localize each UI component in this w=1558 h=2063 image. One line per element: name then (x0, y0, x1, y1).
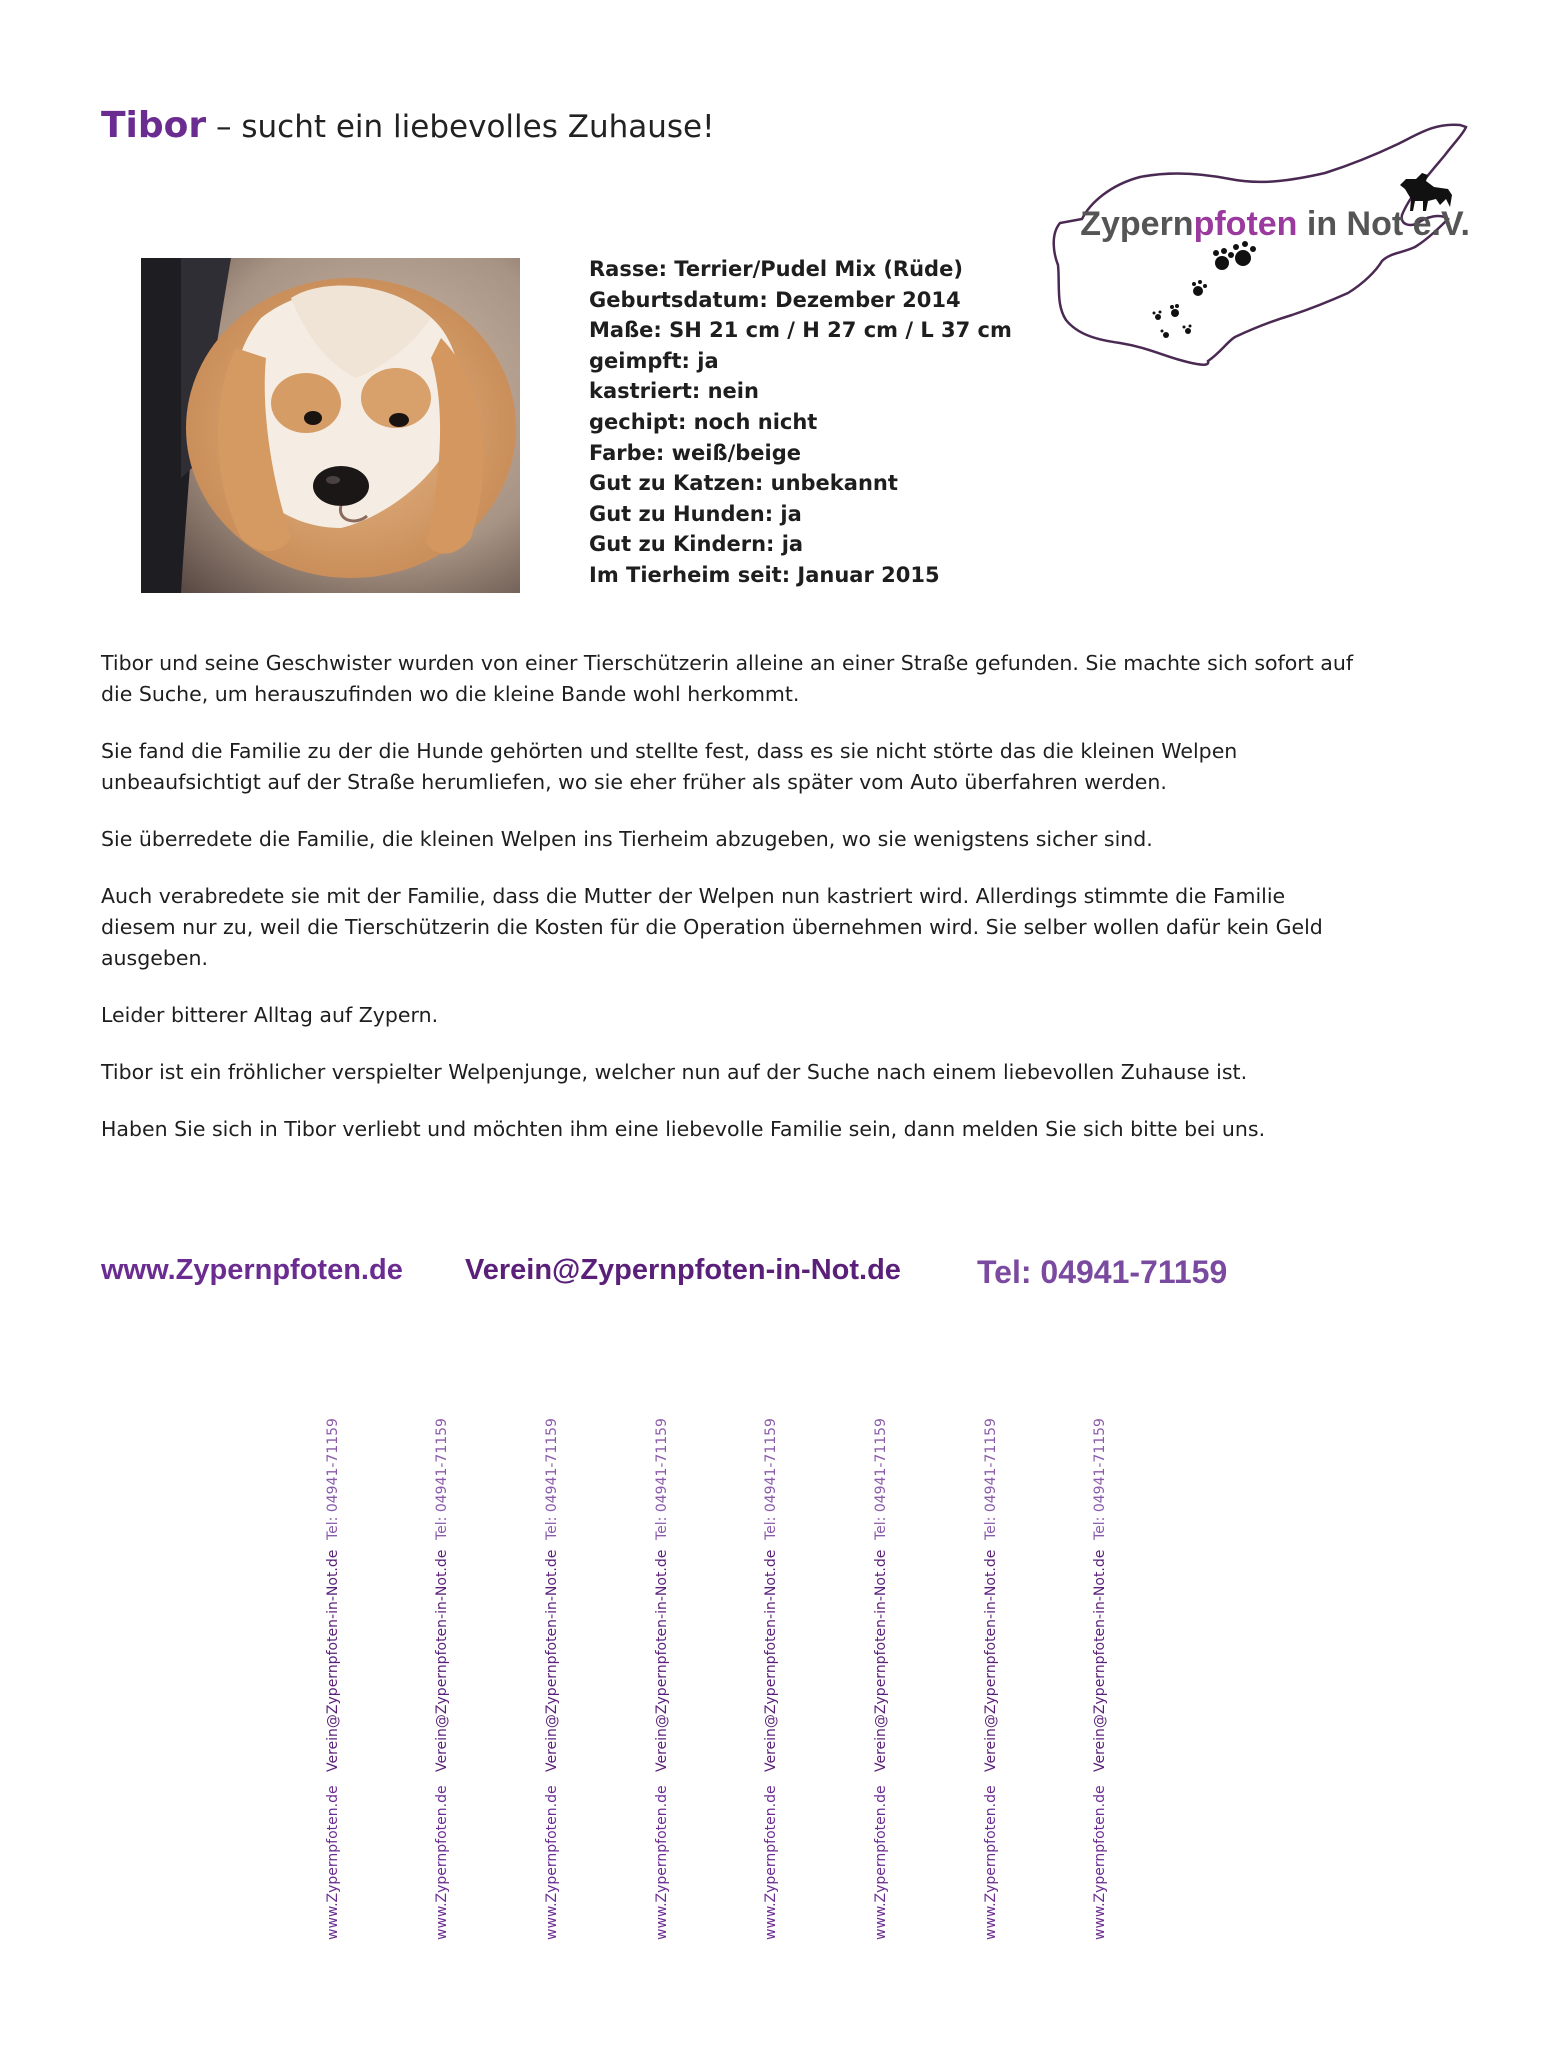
strip-email: Verein@Zypernpfoten-in-Not.de (1092, 1549, 1108, 1772)
tear-off-strip[interactable] (650, 1420, 674, 1940)
tear-off-strip[interactable] (869, 1420, 893, 1940)
email-link[interactable]: Verein@Zypernpfoten-in-Not.de (465, 1254, 901, 1286)
organization-logo (1030, 115, 1470, 375)
fact-good-with-cats: Gut zu Katzen: unbekannt (589, 471, 898, 496)
strip-website: www.Zypernpfoten.de (873, 1785, 889, 1940)
story-paragraph: Auch verabredete sie mit der Familie, dass die Mutter der Welpen nun kastriert wird. Allerdings stimmte die Familie diesem nur zu, weil die Tierschützerin die Kosten für die Operation übernehmen wird. Sie selber wollen dafür kein Geld ausgeben. (101, 884, 1323, 970)
strip-email: Verein@Zypernpfoten-in-Not.de (983, 1549, 999, 1772)
fact-breed: Rasse: Terrier/Pudel Mix (Rüde) (589, 257, 963, 281)
strip-website: www.Zypernpfoten.de (983, 1785, 999, 1940)
fact-shelter-since: Im Tierheim seit: Januar 2015 (589, 562, 940, 587)
strip-phone: Tel: 04941-71159 (1092, 1418, 1108, 1540)
fact-birthdate: Geburtsdatum: Dezember 2014 (589, 287, 961, 312)
logo-wordmark (1030, 205, 1470, 244)
cyprus-map-outline-icon (1030, 115, 1470, 375)
website-link[interactable]: www.Zypernpfoten.de (101, 1254, 403, 1286)
strip-email: Verein@Zypernpfoten-in-Not.de (325, 1549, 341, 1772)
story-paragraph: Leider bitterer Alltag auf Zypern. (101, 1003, 439, 1027)
strip-website: www.Zypernpfoten.de (1092, 1785, 1108, 1940)
strip-website: www.Zypernpfoten.de (544, 1785, 560, 1940)
fact-vaccinated: geimpft: ja (589, 348, 719, 373)
story-paragraph: Sie überredete die Familie, die kleinen Welpen ins Tierheim abzugeben, wo sie wenigstens sicher sind. (101, 827, 1153, 851)
tear-off-strip[interactable] (759, 1420, 783, 1940)
strip-email: Verein@Zypernpfoten-in-Not.de (873, 1549, 889, 1772)
story-paragraph: Tibor und seine Geschwister wurden von einer Tierschützerin alleine an einer Straße gefunden. Sie machte sich sofort auf die Suche, um herauszufinden wo die kleine Bande wohl herkommt. (101, 651, 1354, 706)
fact-good-with-kids: Gut zu Kindern: ja (589, 532, 804, 557)
tear-off-strip[interactable] (540, 1420, 564, 1940)
strip-email: Verein@Zypernpfoten-in-Not.de (434, 1549, 450, 1772)
tear-off-strip[interactable] (1088, 1420, 1112, 1940)
logo-text-zypern: Zypern (1080, 205, 1194, 243)
strip-phone: Tel: 04941-71159 (544, 1418, 560, 1540)
story-paragraph: Tibor ist ein fröhlicher verspielter Welpenjunge, welcher nun auf der Suche nach einem liebevollen Zuhause ist. (101, 1060, 1248, 1084)
tear-off-strip[interactable] (321, 1420, 345, 1940)
strip-phone: Tel: 04941-71159 (654, 1418, 670, 1540)
strip-website: www.Zypernpfoten.de (763, 1785, 779, 1940)
strip-phone: Tel: 04941-71159 (325, 1418, 341, 1540)
tear-off-strip[interactable] (430, 1420, 454, 1940)
strip-email: Verein@Zypernpfoten-in-Not.de (544, 1549, 560, 1772)
fact-neutered: kastriert: nein (589, 379, 759, 404)
strip-phone: Tel: 04941-71159 (983, 1418, 999, 1540)
strip-phone: Tel: 04941-71159 (434, 1418, 450, 1540)
fact-chipped: gechipt: noch nicht (589, 409, 818, 434)
fact-good-with-dogs: Gut zu Hunden: ja (589, 501, 802, 526)
phone-number: Tel: 04941-71159 (977, 1254, 1228, 1290)
contact-line (101, 1254, 1401, 1298)
story-paragraph: Haben Sie sich in Tibor verliebt und möchten ihm eine liebevolle Familie sein, dann melden Sie sich bitte bei uns. (101, 1117, 1266, 1141)
title-tagline: – sucht ein liebevolles Zuhause! (206, 109, 715, 145)
strip-website: www.Zypernpfoten.de (654, 1785, 670, 1940)
dog-photo (141, 258, 520, 593)
story-paragraph: Sie fand die Familie zu der die Hunde gehörten und stellte fest, dass es sie nicht störte das die kleinen Welpen unbeaufsichtigt auf der Straße herumliefen, wo sie eher früher als später vom Auto überfahren werden. (101, 739, 1238, 794)
dog-story (101, 648, 1361, 1171)
page-title (101, 106, 715, 147)
tear-off-strip[interactable] (979, 1420, 1003, 1940)
strip-phone: Tel: 04941-71159 (873, 1418, 889, 1540)
logo-text-pfoten: pfoten (1193, 205, 1298, 243)
fact-measurements: Maße: SH 21 cm / H 27 cm / L 37 cm (589, 318, 1012, 343)
puppy-illustration (141, 258, 520, 593)
logo-text-in-not: in Not e.V. (1297, 205, 1470, 243)
strip-website: www.Zypernpfoten.de (434, 1785, 450, 1940)
dog-name: Tibor (101, 105, 207, 146)
strip-email: Verein@Zypernpfoten-in-Not.de (654, 1549, 670, 1772)
fact-color: Farbe: weiß/beige (589, 440, 801, 465)
strip-website: www.Zypernpfoten.de (325, 1785, 341, 1940)
strip-phone: Tel: 04941-71159 (763, 1418, 779, 1540)
strip-email: Verein@Zypernpfoten-in-Not.de (763, 1549, 779, 1772)
dog-facts-list (589, 254, 1012, 591)
